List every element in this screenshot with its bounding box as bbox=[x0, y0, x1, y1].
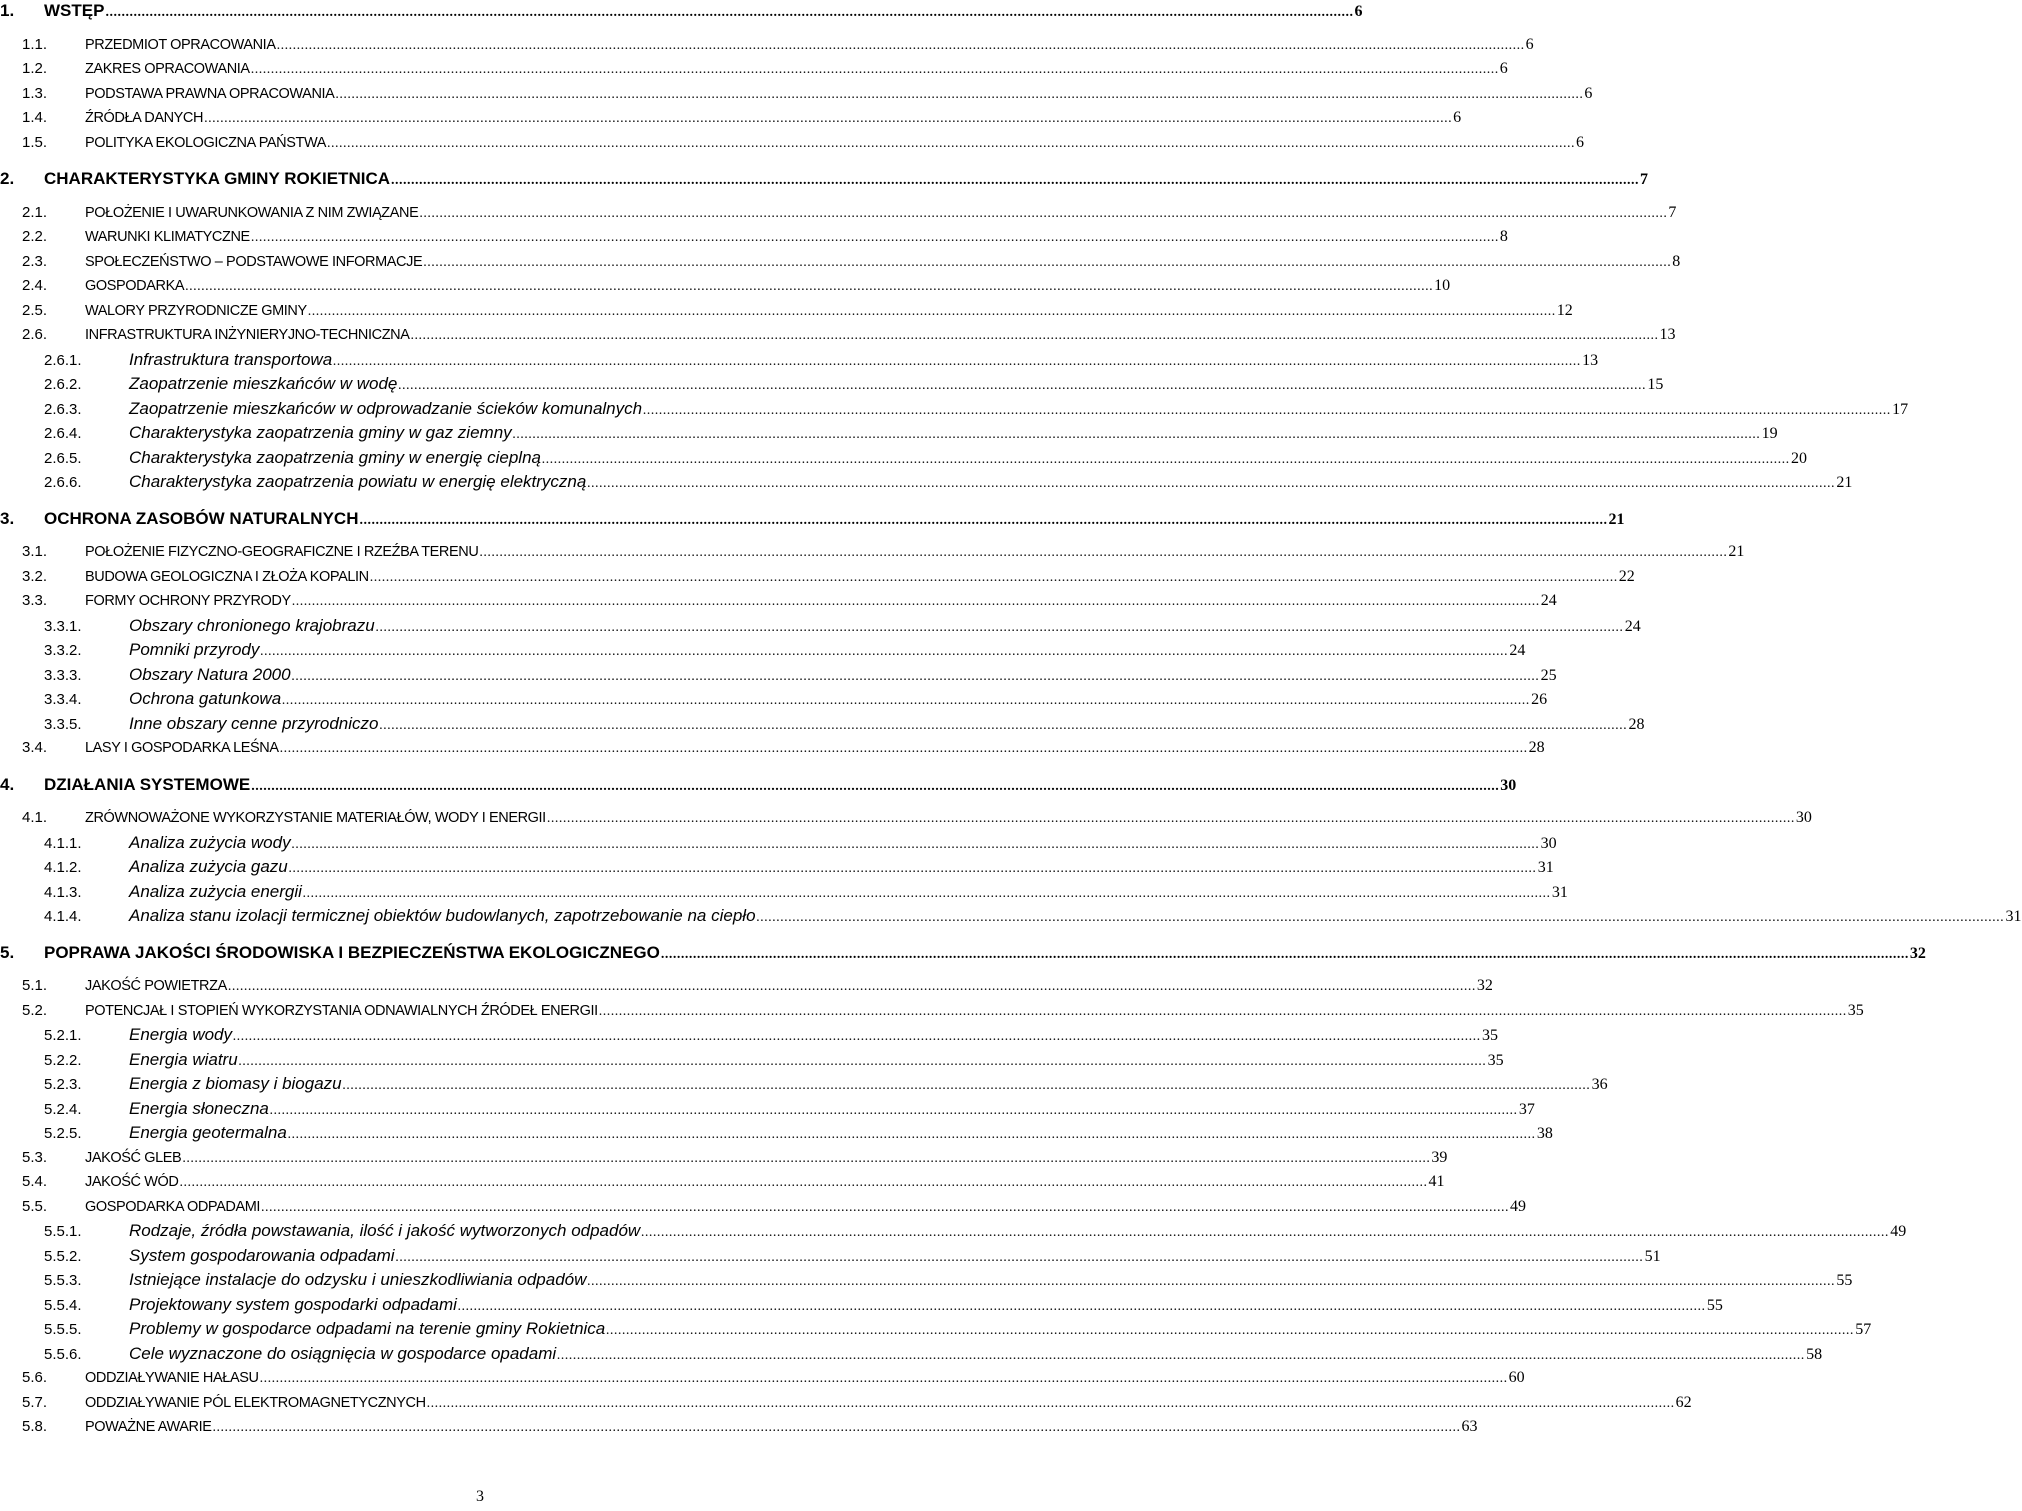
toc-entry-page: 55 bbox=[1836, 1272, 1853, 1289]
toc-entry-page: 21 bbox=[1728, 543, 1745, 560]
toc-entry[interactable] bbox=[0, 251, 1681, 273]
toc-entry-title: Analiza zużycia energii bbox=[129, 881, 302, 901]
dot-leader bbox=[277, 35, 1525, 57]
dot-leader bbox=[335, 84, 1583, 106]
toc-entry[interactable] bbox=[0, 905, 2022, 927]
toc-entry[interactable] bbox=[0, 373, 1664, 395]
dot-leader bbox=[105, 2, 1353, 24]
toc-entry-title: Zaopatrzenie mieszkańców w wodę bbox=[129, 374, 398, 393]
toc-entry-title: POTENCJAŁ I STOPIEŃ WYKORZYSTANIA ODNAWIALNYCH ŹRÓDEŁ ENERGII bbox=[85, 1002, 598, 1019]
toc-entry-number: 5.5.3. bbox=[44, 1272, 82, 1289]
toc-entry[interactable] bbox=[0, 1245, 1661, 1267]
toc-entry-title: PODSTAWA PRAWNA OPRACOWANIA bbox=[85, 85, 335, 102]
toc-entry-number: 4.1.1. bbox=[44, 834, 82, 852]
toc-entry-title: SPOŁECZEŃSTWO – PODSTAWOWE INFORMACJE bbox=[85, 253, 423, 270]
toc-entry-page: 38 bbox=[1536, 1125, 1553, 1142]
dot-leader bbox=[547, 808, 1795, 830]
toc-entry-number: 5.6. bbox=[22, 1369, 48, 1386]
dot-leader bbox=[204, 108, 1452, 130]
toc-entry-page: 30 bbox=[1540, 834, 1557, 852]
toc-entry-page: 6 bbox=[1525, 35, 1534, 53]
dot-leader bbox=[233, 1026, 1481, 1048]
dot-leader bbox=[213, 1417, 1461, 1439]
toc-entry-title: Problemy w gospodarce odpadami na terenie gminy Rokietnica bbox=[129, 1319, 606, 1338]
toc-entry-number: 4.1.2. bbox=[44, 859, 82, 876]
toc-entry[interactable] bbox=[0, 832, 1557, 854]
toc-entry-title: Energia słoneczna bbox=[129, 1098, 269, 1118]
toc-entry[interactable] bbox=[0, 168, 1648, 190]
dot-leader bbox=[458, 1296, 1706, 1318]
toc-entry-title: CHARAKTERYSTYKA GMINY ROKIETNICA bbox=[44, 169, 390, 188]
dot-leader bbox=[557, 1345, 1805, 1367]
toc-entry-page: 28 bbox=[1628, 715, 1645, 733]
toc-entry-title: POŁOŻENIE I UWARUNKOWANIA Z NIM ZWIĄZANE bbox=[85, 204, 419, 221]
toc-entry-page: 51 bbox=[1644, 1247, 1661, 1265]
toc-entry-number: 2.6.6. bbox=[44, 474, 82, 491]
toc-entry[interactable] bbox=[0, 107, 1462, 129]
toc-entry-title: Projektowany system gospodarki odpadami bbox=[129, 1294, 457, 1314]
dot-leader bbox=[757, 907, 2005, 929]
toc-entry-number: 2.4. bbox=[22, 277, 48, 294]
toc-entry-title: LASY I GOSPODARKA LEŚNA bbox=[85, 740, 279, 756]
toc-entry-title: POŁOŻENIE FIZYCZNO-GEOGRAFICZNE I RZEŹBA TERENU bbox=[85, 544, 479, 560]
toc-entry-number: 5.2.4. bbox=[44, 1100, 82, 1118]
toc-entry-title: GOSPODARKA ODPADAMI bbox=[85, 1198, 261, 1215]
dot-leader bbox=[260, 1368, 1508, 1390]
toc-entry-number: 4.1.3. bbox=[44, 883, 82, 901]
toc-entry-number: 3.2. bbox=[22, 567, 48, 585]
dot-leader bbox=[587, 1271, 1835, 1293]
toc-entry-number: 3.4. bbox=[22, 739, 48, 756]
toc-entry-number: 1.2. bbox=[22, 60, 48, 77]
toc-entry-page: 17 bbox=[1892, 400, 1909, 418]
toc-entry[interactable] bbox=[0, 1122, 1553, 1144]
toc-entry-title: ZRÓWNOWAŻONE WYKORZYSTANIE MATERIAŁÓW, WODY I ENERGII bbox=[85, 810, 546, 826]
toc-entry-number: 1.1. bbox=[22, 35, 48, 53]
toc-entry-title: OCHRONA ZASOBÓW NATURALNYCH bbox=[44, 508, 359, 528]
toc-entry-number: 2. bbox=[0, 169, 15, 188]
toc-entry-number: 5.5.2. bbox=[44, 1247, 82, 1265]
toc-entry-number: 5.2.3. bbox=[44, 1076, 82, 1093]
toc-entry-page: 37 bbox=[1518, 1100, 1535, 1118]
toc-entry-title: Istniejące instalacje do odzysku i unieszkodliwiania odpadów bbox=[129, 1270, 587, 1289]
toc-entry-number: 1.5. bbox=[22, 133, 48, 151]
dot-leader bbox=[513, 424, 1761, 446]
dot-leader bbox=[251, 776, 1499, 798]
toc-entry[interactable] bbox=[0, 737, 1545, 759]
dot-leader bbox=[599, 1001, 1847, 1023]
toc-entry-page: 21 bbox=[1608, 510, 1625, 528]
toc-entry-page: 58 bbox=[1806, 1345, 1823, 1363]
toc-entry-number: 5.7. bbox=[22, 1393, 48, 1411]
toc-entry-page: 13 bbox=[1659, 326, 1676, 343]
toc-entry-page: 6 bbox=[1499, 60, 1508, 77]
toc-entry-number: 2.6.3. bbox=[44, 400, 82, 418]
toc-entry-title: Inne obszary cenne przyrodniczo bbox=[129, 713, 379, 733]
dot-leader bbox=[185, 276, 1433, 298]
dot-leader bbox=[179, 1172, 1427, 1194]
dot-leader bbox=[327, 133, 1575, 155]
toc-entry-page: 6 bbox=[1576, 133, 1584, 151]
toc-entry[interactable] bbox=[0, 324, 1676, 346]
dot-leader bbox=[228, 976, 1476, 998]
toc-entry-page: 62 bbox=[1675, 1393, 1692, 1411]
toc-entry-number: 3.3. bbox=[22, 592, 48, 609]
toc-entry-number: 2.3. bbox=[22, 252, 48, 270]
toc-entry-page: 24 bbox=[1624, 617, 1641, 635]
toc-entry-page: 36 bbox=[1591, 1076, 1608, 1093]
toc-entry-title: Charakterystyka zaopatrzenia gminy w gaz ziemny bbox=[129, 423, 512, 442]
dot-leader bbox=[391, 170, 1639, 192]
dot-leader bbox=[398, 375, 1646, 397]
toc-entry-page: 15 bbox=[1647, 376, 1664, 393]
toc-entry[interactable] bbox=[0, 83, 1593, 105]
dot-leader bbox=[419, 203, 1667, 225]
toc-entry[interactable] bbox=[0, 1000, 1864, 1022]
toc-entry[interactable] bbox=[0, 1171, 1445, 1193]
dot-leader bbox=[333, 351, 1581, 373]
toc-entry-title: PRZEDMIOT OPRACOWANIA bbox=[85, 36, 276, 53]
toc-entry-title: ZAKRES OPRACOWANIA bbox=[85, 61, 250, 77]
toc-entry-page: 35 bbox=[1847, 1001, 1864, 1019]
toc-entry-page: 31 bbox=[1551, 883, 1568, 901]
toc-entry-title: Analiza stanu izolacji termicznej obiektów budowlanych, zapotrzebowanie na ciepło bbox=[129, 906, 756, 925]
toc-entry-number: 2.6. bbox=[22, 326, 48, 343]
toc-entry-title: Zaopatrzenie mieszkańców w odprowadzanie ścieków komunalnych bbox=[129, 398, 643, 418]
toc-entry-page: 6 bbox=[1354, 3, 1363, 20]
toc-entry[interactable] bbox=[0, 1024, 1499, 1046]
toc-entry-title: JAKOŚĆ WÓD bbox=[85, 1174, 179, 1190]
toc-entry-title: GOSPODARKA bbox=[85, 278, 185, 294]
toc-entry-title: Obszary Natura 2000 bbox=[129, 664, 291, 684]
toc-entry[interactable] bbox=[0, 1416, 1478, 1438]
dot-leader bbox=[641, 1222, 1889, 1244]
toc-entry-title: Charakterystyka zaopatrzenia powiatu w energię elektryczną bbox=[129, 472, 587, 491]
dot-leader bbox=[411, 325, 1659, 347]
toc-entry-page: 19 bbox=[1761, 425, 1778, 442]
dot-leader bbox=[292, 591, 1540, 613]
toc-entry[interactable] bbox=[0, 0, 1363, 22]
toc-entry[interactable] bbox=[0, 349, 1599, 371]
toc-entry-title: Energia geotermalna bbox=[129, 1123, 287, 1142]
toc-entry-number: 5.5.4. bbox=[44, 1296, 82, 1314]
toc-entry-title: WALORY PRZYRODNICZE GMINY bbox=[85, 302, 307, 319]
toc-entry-page: 6 bbox=[1584, 84, 1593, 102]
toc-entry-title: Cele wyznaczone do osiągnięcia w gospodarce opadami bbox=[129, 1343, 557, 1363]
page-number: 3 bbox=[476, 1488, 484, 1505]
toc-entry-page: 32 bbox=[1909, 944, 1926, 962]
dot-leader bbox=[606, 1320, 1854, 1342]
toc-entry-number: 4.1. bbox=[22, 809, 48, 826]
dot-leader bbox=[542, 449, 1790, 471]
dot-leader bbox=[379, 715, 1627, 737]
toc-entry-title: INFRASTRUKTURA INŻYNIERYJNO-TECHNICZNA bbox=[85, 327, 410, 343]
toc-entry-number: 3.3.1. bbox=[44, 617, 82, 635]
toc-entry-page: 7 bbox=[1640, 171, 1648, 188]
toc-entry[interactable] bbox=[0, 1147, 1448, 1169]
toc-entry-page: 49 bbox=[1890, 1223, 1907, 1240]
dot-leader bbox=[343, 1075, 1591, 1097]
toc-entry[interactable] bbox=[0, 639, 1526, 661]
toc-entry-page: 21 bbox=[1836, 474, 1853, 491]
toc-entry-number: 5.5.1. bbox=[44, 1223, 82, 1240]
toc-entry-title: ODDZIAŁYWANIE PÓL ELEKTROMAGNETYCZNYCH bbox=[85, 1394, 426, 1411]
toc-entry-number: 3.3.4. bbox=[44, 691, 82, 708]
dot-leader bbox=[396, 1247, 1644, 1269]
toc-entry-page: 31 bbox=[2005, 908, 2022, 925]
toc-entry-page: 20 bbox=[1790, 449, 1807, 467]
dot-leader bbox=[423, 252, 1671, 274]
dot-leader bbox=[282, 690, 1530, 712]
toc-entry-page: 30 bbox=[1795, 809, 1812, 826]
toc-entry[interactable] bbox=[0, 774, 1517, 796]
toc-entry[interactable] bbox=[0, 856, 1554, 878]
toc-entry-title: WARUNKI KLIMATYCZNE bbox=[85, 229, 250, 245]
toc-entry-title: DZIAŁANIA SYSTEMOWE bbox=[44, 774, 251, 794]
toc-entry-title: Pomniki przyrody bbox=[129, 640, 260, 659]
toc-entry-number: 2.6.2. bbox=[44, 376, 82, 393]
dot-leader bbox=[182, 1148, 1430, 1170]
toc-entry[interactable] bbox=[0, 132, 1584, 154]
toc-entry-number: 5.2.2. bbox=[44, 1051, 82, 1069]
toc-entry[interactable] bbox=[0, 1098, 1535, 1120]
dot-leader bbox=[288, 1124, 1536, 1146]
toc-entry-page: 10 bbox=[1434, 277, 1451, 294]
toc-entry-number: 3. bbox=[0, 508, 15, 528]
toc-entry-number: 5.5. bbox=[22, 1197, 48, 1215]
toc-entry-title: Energia z biomasy i biogazu bbox=[129, 1074, 342, 1093]
toc-entry[interactable] bbox=[0, 58, 1508, 80]
toc-entry[interactable] bbox=[0, 590, 1557, 612]
dot-leader bbox=[292, 834, 1540, 856]
dot-leader bbox=[251, 59, 1499, 81]
toc-entry[interactable] bbox=[0, 807, 1812, 829]
toc-entry-page: 57 bbox=[1855, 1321, 1872, 1338]
toc-entry[interactable] bbox=[0, 1343, 1823, 1365]
toc-entry-number: 4. bbox=[0, 774, 15, 794]
dot-leader bbox=[308, 301, 1556, 323]
dot-leader bbox=[479, 542, 1727, 564]
dot-leader bbox=[376, 617, 1624, 639]
dot-leader bbox=[359, 510, 1607, 532]
dot-leader bbox=[270, 1100, 1518, 1122]
toc-entry-title: POPRAWA JAKOŚCI ŚRODOWISKA I BEZPIECZEŃSTWA EKOLOGICZNEGO bbox=[44, 942, 660, 962]
toc-entry-page: 8 bbox=[1672, 252, 1681, 270]
dot-leader bbox=[261, 1197, 1509, 1219]
toc-entry-title: ŹRÓDŁA DANYCH bbox=[85, 110, 204, 126]
toc-entry[interactable] bbox=[0, 713, 1645, 735]
toc-entry-page: 63 bbox=[1461, 1418, 1478, 1435]
toc-entry[interactable] bbox=[0, 688, 1548, 710]
toc-entry-number: 5.1. bbox=[22, 977, 48, 994]
toc-entry-number: 5.2.5. bbox=[44, 1125, 82, 1142]
toc-entry-page: 30 bbox=[1500, 776, 1517, 794]
toc-entry-title: Analiza zużycia gazu bbox=[129, 857, 288, 876]
toc-entry[interactable] bbox=[0, 398, 1909, 420]
toc-entry-page: 60 bbox=[1508, 1369, 1525, 1386]
toc-entry-number: 3.3.5. bbox=[44, 715, 82, 733]
toc-entry-number: 2.1. bbox=[22, 203, 48, 221]
toc-entry[interactable] bbox=[0, 275, 1451, 297]
toc-entry-page: 41 bbox=[1428, 1173, 1445, 1190]
toc-entry-title: JAKOŚĆ GLEB bbox=[85, 1149, 182, 1166]
toc-entry[interactable] bbox=[0, 1294, 1723, 1316]
toc-entry[interactable] bbox=[0, 1196, 1527, 1218]
toc-entry-number: 5.5.6. bbox=[44, 1345, 82, 1363]
toc-entry[interactable] bbox=[0, 881, 1568, 903]
dot-leader bbox=[260, 641, 1508, 663]
toc-entry-page: 22 bbox=[1618, 567, 1635, 585]
dot-leader bbox=[643, 400, 1891, 422]
toc-entry-page: 6 bbox=[1453, 109, 1462, 126]
toc-entry[interactable] bbox=[0, 447, 1807, 469]
toc-entry[interactable] bbox=[0, 541, 1745, 563]
dot-leader bbox=[661, 944, 1909, 966]
toc-entry-page: 26 bbox=[1531, 691, 1548, 708]
dot-leader bbox=[587, 473, 1835, 495]
toc-entry-number: 2.5. bbox=[22, 301, 48, 319]
toc-entry[interactable] bbox=[0, 300, 1573, 322]
toc-entry-page: 39 bbox=[1431, 1148, 1448, 1166]
toc-entry-number: 2.6.4. bbox=[44, 425, 82, 442]
toc-entry-title: POLITYKA EKOLOGICZNA PAŃSTWA bbox=[85, 134, 326, 151]
toc-entry[interactable] bbox=[0, 508, 1625, 530]
toc-entry[interactable] bbox=[0, 1269, 1853, 1291]
toc-entry-page: 13 bbox=[1582, 351, 1599, 369]
toc-entry[interactable] bbox=[0, 1073, 1608, 1095]
toc-entry[interactable] bbox=[0, 975, 1493, 997]
toc-entry-number: 2.6.1. bbox=[44, 351, 82, 369]
toc-entry-number: 1. bbox=[0, 1, 15, 20]
toc-entry-number: 3.1. bbox=[22, 543, 48, 560]
toc-entry-number: 2.2. bbox=[22, 228, 48, 245]
dot-leader bbox=[427, 1393, 1675, 1415]
toc-entry[interactable] bbox=[0, 942, 1926, 964]
toc-entry-title: BUDOWA GEOLOGICZNA I ZŁOŻA KOPALIN bbox=[85, 568, 369, 585]
toc-entry-number: 5.2. bbox=[22, 1001, 48, 1019]
toc-entry-number: 2.6.5. bbox=[44, 449, 82, 467]
toc-entry[interactable] bbox=[0, 1367, 1525, 1389]
toc-entry-title: ODDZIAŁYWANIE HAŁASU bbox=[85, 1370, 259, 1386]
toc-entry-number: 5.5.5. bbox=[44, 1321, 82, 1338]
toc-entry-number: 1.4. bbox=[22, 109, 48, 126]
toc-entry-page: 31 bbox=[1537, 859, 1554, 876]
toc-entry-page: 35 bbox=[1487, 1051, 1504, 1069]
toc-entry-title: Analiza zużycia wody bbox=[129, 832, 291, 852]
toc-entry-number: 3.3.2. bbox=[44, 642, 82, 659]
toc-entry-number: 5.8. bbox=[22, 1418, 48, 1435]
toc-entry[interactable] bbox=[0, 226, 1508, 248]
toc-entry-page: 24 bbox=[1540, 592, 1557, 609]
toc-entry[interactable] bbox=[0, 1220, 1907, 1242]
toc-entry-page: 35 bbox=[1482, 1027, 1499, 1044]
toc-entry-number: 4.1.4. bbox=[44, 908, 82, 925]
toc-entry-page: 8 bbox=[1499, 228, 1508, 245]
toc-entry[interactable] bbox=[0, 202, 1677, 224]
dot-leader bbox=[251, 227, 1499, 249]
toc-entry-number: 5. bbox=[0, 942, 15, 962]
toc-entry[interactable] bbox=[0, 566, 1635, 588]
toc-entry-title: Charakterystyka zaopatrzenia gminy w energię cieplną bbox=[129, 447, 541, 467]
toc-entry[interactable] bbox=[0, 471, 1853, 493]
toc-entry-title: POWAŻNE AWARIE bbox=[85, 1419, 212, 1435]
toc-entry[interactable] bbox=[0, 1049, 1504, 1071]
toc-entry[interactable] bbox=[0, 1392, 1692, 1414]
toc-entry-page: 49 bbox=[1510, 1197, 1527, 1215]
toc-entry[interactable] bbox=[0, 664, 1557, 686]
dot-leader bbox=[239, 1051, 1487, 1073]
toc-entry-page: 55 bbox=[1706, 1296, 1723, 1314]
toc-entry-title: WSTĘP bbox=[44, 1, 105, 20]
dot-leader bbox=[370, 567, 1618, 589]
toc-entry-title: FORMY OCHRONY PRZYRODY bbox=[85, 593, 291, 609]
toc-entry-title: Obszary chronionego krajobrazu bbox=[129, 615, 375, 635]
toc-entry-number: 3.3.3. bbox=[44, 666, 82, 684]
toc-entry-title: Rodzaje, źródła powstawania, ilość i jakość wytworzonych odpadów bbox=[129, 1221, 641, 1240]
toc-entry-title: Infrastruktura transportowa bbox=[129, 349, 333, 369]
toc-entry-number: 5.3. bbox=[22, 1148, 48, 1166]
toc-entry-title: System gospodarowania odpadami bbox=[129, 1245, 395, 1265]
toc-entry-page: 7 bbox=[1668, 203, 1677, 221]
toc-entry-number: 5.2.1. bbox=[44, 1027, 82, 1044]
toc-entry-title: Ochrona gatunkowa bbox=[129, 689, 282, 708]
toc-entry-number: 1.3. bbox=[22, 84, 48, 102]
dot-leader bbox=[292, 666, 1540, 688]
toc-entry-title: Energia wody bbox=[129, 1025, 233, 1044]
toc-entry[interactable] bbox=[0, 615, 1641, 637]
dot-leader bbox=[303, 883, 1551, 905]
toc-entry[interactable] bbox=[0, 34, 1534, 56]
toc-entry[interactable] bbox=[0, 422, 1778, 444]
toc-entry[interactable] bbox=[0, 1318, 1872, 1340]
dot-leader bbox=[289, 858, 1537, 880]
dot-leader bbox=[280, 738, 1528, 760]
toc-entry-page: 12 bbox=[1556, 301, 1573, 319]
toc-entry-page: 25 bbox=[1540, 666, 1557, 684]
toc-entry-title: JAKOŚĆ POWIETRZA bbox=[85, 978, 227, 994]
toc-entry-page: 32 bbox=[1476, 977, 1493, 994]
toc-entry-page: 28 bbox=[1528, 739, 1545, 756]
toc-entry-number: 5.4. bbox=[22, 1173, 48, 1190]
toc-entry-title: Energia wiatru bbox=[129, 1049, 238, 1069]
toc-entry-page: 24 bbox=[1509, 642, 1526, 659]
